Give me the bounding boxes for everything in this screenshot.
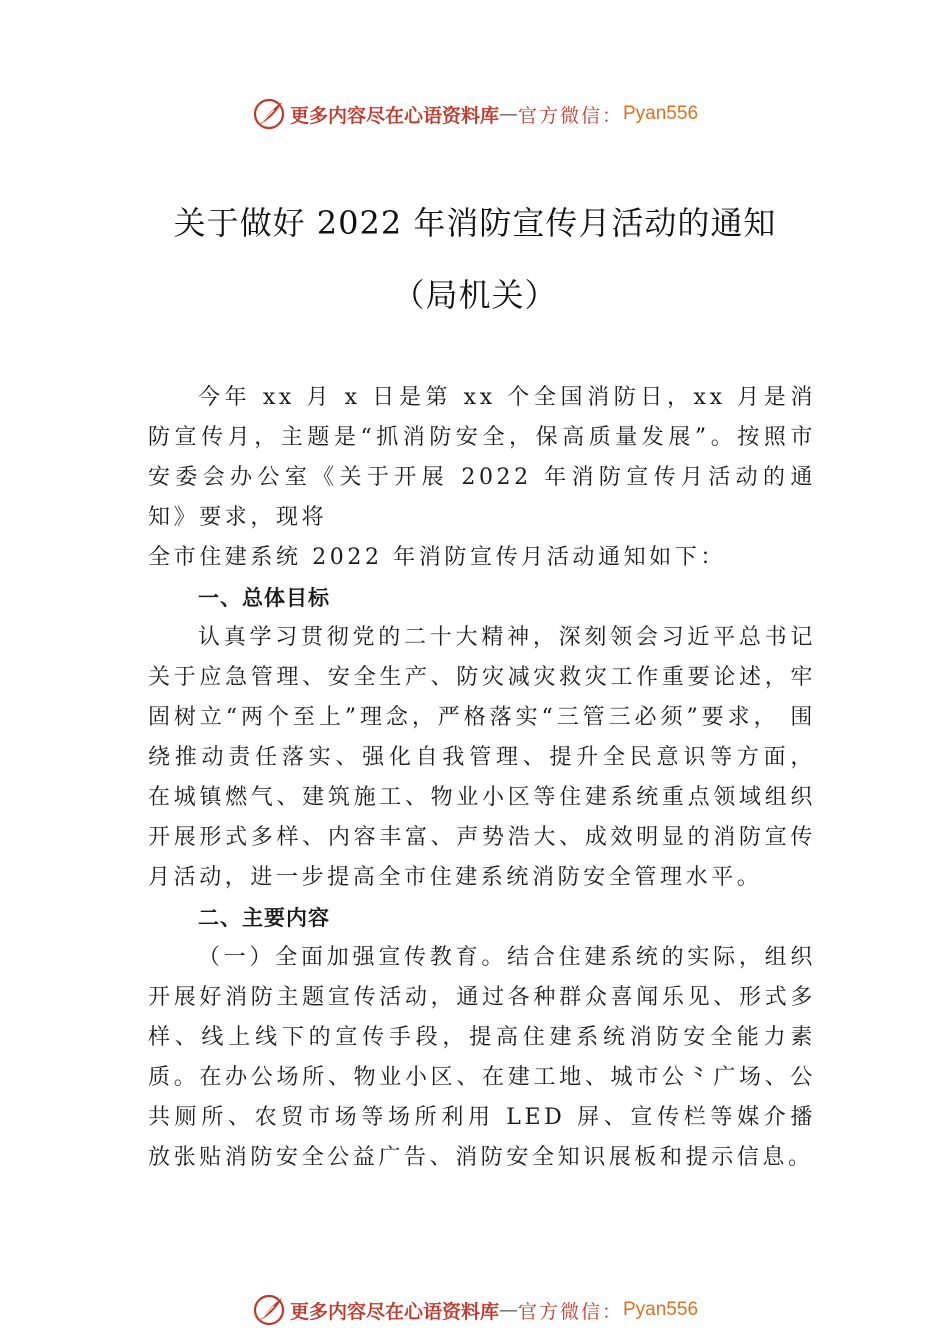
section-heading-content: 二、主要内容 xyxy=(198,906,330,930)
wechat-handle: Pyan556 xyxy=(623,103,699,124)
wechat-label: 官方微信： xyxy=(517,104,623,127)
watermark-banner-top xyxy=(0,94,950,134)
separator: — xyxy=(498,1299,518,1321)
separator: — xyxy=(498,103,518,125)
section-body-goals: 认真学习贯彻党的二十大精神，深刻领会习近平总书记关于应急管理、安全生产、防灾减灾救灾工作重要论述，牢固树立“两个至上”理念，严格落实“三管三必须”要求， 围绕推动责任落实、强化自我管理、提升全民意识等方面， 在城镇燃气、建筑施工、物业小区等住建系统重点领域组织开展形式多样、内容丰富、声势浩大、成效明显的消防宣传月活动，进一步提高全市住建系统消防安全管理水平。 xyxy=(148,625,816,890)
section-heading-goals: 一、总体目标 xyxy=(198,586,330,610)
watermark-banner-bottom xyxy=(0,1290,950,1330)
document-subtitle: （局机关） xyxy=(392,276,558,314)
wechat-label: 官方微信： xyxy=(517,1300,623,1323)
quill-pen-logo-icon xyxy=(252,1293,286,1327)
quill-pen-logo-icon xyxy=(252,97,286,131)
wechat-handle: Pyan556 xyxy=(623,1299,699,1320)
document-body xyxy=(148,378,816,1178)
intro-paragraph: 今年 xx 月 x 日是第 xx 个全国消防日，xx 月是消防宣传月，主题是“抓消防安全，保高质量发展”。按照市安委会办公室《关于开展 2022 年消防宣传月活动的通知》要求，现将 xyxy=(148,385,816,530)
section-body-content: （一）全面加强宣传教育。结合住建系统的实际，组织开展好消防主题宣传活动，通过各种群众喜闻乐见、形式多样、线上线下的宣传手段，提高住建系统消防安全能力素质。在办公场所、物业小区、在建工地、城市公⺀广场、公共厕所、农贸市场等场所利用 LED 屏、宣传栏等媒介播放张贴消防安全公益广告、消防安全知识展板和提示信息。 xyxy=(148,945,816,1170)
promo-text: 更多内容尽在心语资料库 xyxy=(289,104,499,127)
document-title: 关于做好 2022 年消防宣传月活动的通知 xyxy=(173,204,777,242)
intro-paragraph-continued: 全市住建系统 2022 年消防宣传月活动通知如下： xyxy=(148,545,726,570)
promo-text: 更多内容尽在心语资料库 xyxy=(289,1300,499,1323)
